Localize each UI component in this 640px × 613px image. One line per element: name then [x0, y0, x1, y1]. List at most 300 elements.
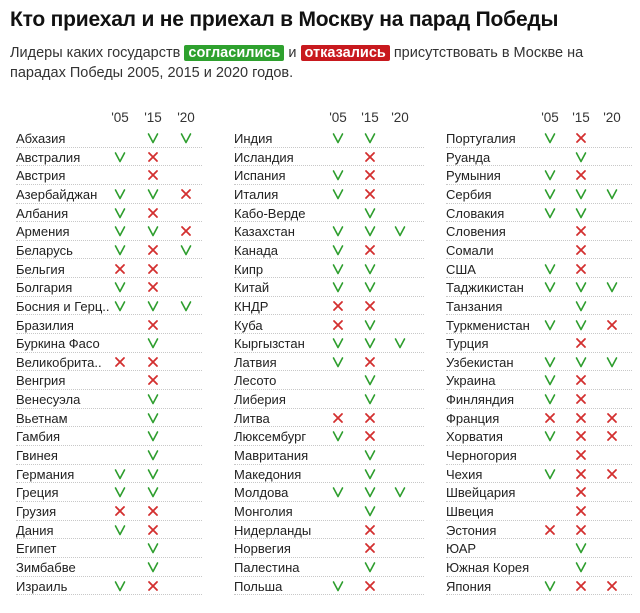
- chart-title: Кто приехал и не приехал в Москву на парад Победы: [10, 8, 559, 31]
- country-name: Латвия: [234, 354, 277, 370]
- refused-cross-icon: [354, 149, 386, 165]
- country-name: Бельгия: [16, 261, 65, 277]
- agreed-check-icon: [534, 317, 566, 333]
- country-name: Египет: [16, 541, 57, 557]
- country-name: Руанда: [446, 149, 491, 165]
- refused-cross-icon: [565, 372, 597, 388]
- table-row: [446, 502, 632, 521]
- country-name: Босния и Герц..: [16, 298, 110, 314]
- country-name: Узбекистан: [446, 354, 514, 370]
- country-name: КНДР: [234, 298, 269, 314]
- refused-cross-icon: [565, 447, 597, 463]
- agreed-check-icon: [534, 466, 566, 482]
- table-row: [234, 166, 424, 185]
- agreed-check-icon: [534, 167, 566, 183]
- country-name: Бразилия: [16, 317, 74, 333]
- table-row: [234, 204, 424, 223]
- table-row: [16, 427, 202, 446]
- country-name: Танзания: [446, 298, 503, 314]
- agreed-check-icon: [104, 298, 136, 314]
- table-row: [16, 316, 202, 335]
- table-row: [446, 185, 632, 204]
- refused-cross-icon: [565, 223, 597, 239]
- country-name: Молдова: [234, 485, 289, 501]
- table-row: [234, 390, 424, 409]
- country-name: Турция: [446, 336, 489, 352]
- table-row: [16, 390, 202, 409]
- table-row: [446, 539, 632, 558]
- agreed-check-icon: [534, 372, 566, 388]
- table-row: [16, 465, 202, 484]
- table-row: [16, 539, 202, 558]
- table-row: [234, 483, 424, 502]
- country-name: Гамбия: [16, 429, 61, 445]
- table-row: [234, 241, 424, 260]
- country-name: Вьетнам: [16, 410, 68, 426]
- agreed-check-icon: [322, 223, 354, 239]
- refused-cross-icon: [354, 578, 386, 594]
- country-name: Греция: [16, 485, 59, 501]
- country-name: Кыргызстан: [234, 336, 305, 352]
- country-name: Швеция: [446, 504, 494, 519]
- agreed-check-icon: [137, 466, 169, 482]
- agreed-check-icon: [104, 242, 136, 258]
- agreed-check-icon: [534, 428, 566, 444]
- agreed-check-icon: [322, 167, 354, 183]
- agreed-check-icon: [322, 261, 354, 277]
- refused-cross-icon: [534, 522, 566, 538]
- country-name: Азербайджан: [16, 186, 98, 202]
- table-row: [446, 558, 632, 577]
- table-row: [446, 222, 632, 241]
- table-row: [446, 260, 632, 279]
- refused-cross-icon: [354, 167, 386, 183]
- agreed-check-icon: [534, 261, 566, 277]
- country-name: Словения: [446, 224, 506, 240]
- refused-cross-icon: [137, 503, 169, 519]
- agreed-check-icon: [322, 186, 354, 202]
- agreed-check-icon: [322, 279, 354, 295]
- refused-cross-icon: [170, 186, 202, 202]
- table-row: [234, 502, 424, 521]
- agreed-check-icon: [565, 298, 597, 314]
- country-name: Китай: [234, 280, 270, 296]
- country-name: Венесуэла: [16, 392, 81, 408]
- table-row: [234, 316, 424, 335]
- agreed-check-icon: [322, 484, 354, 500]
- table-row: [446, 129, 632, 148]
- country-name: Исландия: [234, 149, 294, 165]
- agreed-check-icon: [137, 540, 169, 556]
- year-header: '20: [177, 110, 195, 125]
- country-name: Израиль: [16, 578, 68, 594]
- agreed-check-icon: [104, 578, 136, 594]
- refused-cross-icon: [322, 298, 354, 314]
- legend-agreed-badge: согласились: [184, 45, 284, 61]
- country-name: Люксембург: [234, 429, 307, 445]
- legend-refused-badge: отказались: [301, 45, 390, 61]
- agreed-check-icon: [565, 559, 597, 575]
- agreed-check-icon: [534, 354, 566, 370]
- agreed-check-icon: [354, 372, 386, 388]
- table-row: [16, 409, 202, 428]
- table-row: [234, 148, 424, 167]
- agreed-check-icon: [354, 391, 386, 407]
- year-header: '05: [111, 110, 129, 125]
- table-row: [16, 148, 202, 167]
- country-name: Болгария: [16, 280, 73, 296]
- refused-cross-icon: [137, 242, 169, 258]
- agreed-check-icon: [384, 223, 416, 239]
- agreed-check-icon: [322, 130, 354, 146]
- table-row: [234, 446, 424, 465]
- agreed-check-icon: [104, 223, 136, 239]
- table-row: [446, 148, 632, 167]
- refused-cross-icon: [137, 354, 169, 370]
- country-name: Лесото: [234, 373, 277, 389]
- country-name: Словакия: [446, 205, 505, 221]
- table-row: [234, 409, 424, 428]
- agreed-check-icon: [104, 466, 136, 482]
- agreed-check-icon: [170, 242, 202, 258]
- refused-cross-icon: [565, 484, 597, 500]
- country-name: Абхазия: [16, 131, 66, 146]
- agreed-check-icon: [534, 130, 566, 146]
- agreed-check-icon: [137, 428, 169, 444]
- refused-cross-icon: [322, 317, 354, 333]
- refused-cross-icon: [137, 279, 169, 295]
- agreed-check-icon: [354, 484, 386, 500]
- table-row: [16, 334, 202, 353]
- refused-cross-icon: [565, 391, 597, 407]
- agreed-check-icon: [137, 298, 169, 314]
- year-header: '05: [329, 110, 347, 125]
- country-name: Гвинея: [16, 448, 58, 464]
- agreed-check-icon: [104, 205, 136, 221]
- country-name: Венгрия: [16, 373, 66, 389]
- table-row: [446, 427, 632, 446]
- agreed-check-icon: [565, 205, 597, 221]
- agreed-check-icon: [104, 522, 136, 538]
- country-name: Швейцария: [446, 485, 516, 501]
- table-row: [234, 334, 424, 353]
- refused-cross-icon: [534, 410, 566, 426]
- refused-cross-icon: [137, 149, 169, 165]
- refused-cross-icon: [565, 503, 597, 519]
- agreed-check-icon: [565, 279, 597, 295]
- agreed-check-icon: [354, 317, 386, 333]
- agreed-check-icon: [137, 335, 169, 351]
- agreed-check-icon: [534, 279, 566, 295]
- country-name: Либерия: [234, 392, 286, 408]
- country-name: Кабо-Верде: [234, 205, 306, 221]
- table-row: [234, 297, 424, 316]
- table-row: [234, 427, 424, 446]
- table-row: [234, 539, 424, 558]
- refused-cross-icon: [596, 317, 628, 333]
- country-name: Индия: [234, 131, 273, 146]
- table-row: [16, 558, 202, 577]
- table-row: [16, 241, 202, 260]
- table-row: [16, 446, 202, 465]
- refused-cross-icon: [137, 372, 169, 388]
- country-name: Дания: [16, 522, 54, 538]
- refused-cross-icon: [104, 503, 136, 519]
- agreed-check-icon: [384, 484, 416, 500]
- country-name: Украина: [446, 373, 496, 389]
- table-row: [234, 278, 424, 297]
- table-row: [16, 185, 202, 204]
- table-row: [16, 129, 202, 148]
- subtitle-text-1: Лидеры каких государств: [10, 45, 185, 61]
- country-name: Нидерланды: [234, 522, 312, 538]
- country-name: Италия: [234, 186, 279, 202]
- country-name: Казахстан: [234, 224, 295, 240]
- country-name: Франция: [446, 410, 500, 426]
- table-row: [234, 222, 424, 241]
- refused-cross-icon: [354, 522, 386, 538]
- refused-cross-icon: [137, 167, 169, 183]
- refused-cross-icon: [565, 335, 597, 351]
- table-row: [16, 371, 202, 390]
- refused-cross-icon: [354, 410, 386, 426]
- country-name: Польша: [234, 578, 283, 594]
- table-row: [446, 241, 632, 260]
- agreed-check-icon: [354, 223, 386, 239]
- agreed-check-icon: [137, 410, 169, 426]
- agreed-check-icon: [354, 279, 386, 295]
- agreed-check-icon: [354, 447, 386, 463]
- chart-subtitle: [10, 43, 630, 83]
- agreed-check-icon: [322, 578, 354, 594]
- country-name: Австрия: [16, 168, 66, 184]
- table-row: [16, 297, 202, 316]
- agreed-check-icon: [534, 391, 566, 407]
- agreed-check-icon: [354, 205, 386, 221]
- country-name: Испания: [234, 168, 286, 184]
- country-name: Великобрита..: [16, 354, 102, 370]
- country-name: Куба: [234, 317, 263, 333]
- refused-cross-icon: [565, 167, 597, 183]
- agreed-check-icon: [137, 130, 169, 146]
- table-row: [16, 166, 202, 185]
- agreed-check-icon: [354, 466, 386, 482]
- refused-cross-icon: [354, 242, 386, 258]
- table-row: [16, 260, 202, 279]
- table-row: [446, 353, 632, 372]
- agreed-check-icon: [322, 335, 354, 351]
- country-name: Норвегия: [234, 541, 291, 557]
- table-row: [446, 278, 632, 297]
- table-row: [446, 297, 632, 316]
- agreed-check-icon: [104, 484, 136, 500]
- country-name: Сомали: [446, 242, 494, 258]
- country-name: Буркина Фасо: [16, 336, 100, 352]
- agreed-check-icon: [596, 279, 628, 295]
- agreed-check-icon: [137, 559, 169, 575]
- refused-cross-icon: [596, 428, 628, 444]
- country-name: Туркменистан: [446, 317, 530, 333]
- table-row: [234, 521, 424, 540]
- agreed-check-icon: [322, 428, 354, 444]
- table-row: [446, 446, 632, 465]
- table-row: [16, 502, 202, 521]
- country-name: Таджикистан: [446, 280, 524, 296]
- country-name: Беларусь: [16, 242, 73, 258]
- table-row: [16, 278, 202, 297]
- agreed-check-icon: [565, 149, 597, 165]
- country-name: Кипр: [234, 261, 264, 277]
- table-row: [16, 521, 202, 540]
- table-row: [446, 390, 632, 409]
- refused-cross-icon: [596, 410, 628, 426]
- country-name: Германия: [16, 466, 75, 482]
- table-row: [234, 577, 424, 596]
- table-row: [234, 129, 424, 148]
- agreed-check-icon: [565, 186, 597, 202]
- country-name: Япония: [446, 578, 492, 594]
- refused-cross-icon: [137, 261, 169, 277]
- agreed-check-icon: [322, 354, 354, 370]
- table-row: [16, 577, 202, 596]
- country-name: США: [446, 261, 476, 277]
- refused-cross-icon: [565, 428, 597, 444]
- agreed-check-icon: [137, 391, 169, 407]
- agreed-check-icon: [565, 317, 597, 333]
- country-name: Южная Корея: [446, 559, 530, 575]
- refused-cross-icon: [354, 540, 386, 556]
- year-header: '15: [361, 110, 379, 125]
- table-row: [446, 521, 632, 540]
- table-row: [16, 483, 202, 502]
- table-row: [446, 371, 632, 390]
- table-row: [234, 558, 424, 577]
- year-header: '20: [603, 110, 621, 125]
- table-row: [16, 353, 202, 372]
- agreed-check-icon: [137, 186, 169, 202]
- agreed-check-icon: [384, 335, 416, 351]
- refused-cross-icon: [565, 130, 597, 146]
- agreed-check-icon: [534, 186, 566, 202]
- year-header: '20: [391, 110, 409, 125]
- country-name: Румыния: [446, 168, 501, 184]
- agreed-check-icon: [565, 540, 597, 556]
- table-row: [446, 465, 632, 484]
- table-row: [234, 185, 424, 204]
- refused-cross-icon: [104, 354, 136, 370]
- country-name: Эстония: [446, 522, 497, 538]
- country-name: Армения: [16, 224, 70, 240]
- country-name: Хорватия: [446, 429, 503, 445]
- table-row: [446, 409, 632, 428]
- agreed-check-icon: [137, 447, 169, 463]
- refused-cross-icon: [565, 242, 597, 258]
- country-name: Португалия: [446, 131, 516, 146]
- table-row: [446, 334, 632, 353]
- country-name: Мавритания: [234, 448, 309, 464]
- table-row: [16, 222, 202, 241]
- country-name: Албания: [16, 205, 69, 221]
- subtitle-text-2: и: [284, 45, 301, 61]
- refused-cross-icon: [354, 186, 386, 202]
- country-name: Монголия: [234, 504, 293, 519]
- agreed-check-icon: [354, 261, 386, 277]
- year-header: '05: [541, 110, 559, 125]
- table-row: [446, 204, 632, 223]
- refused-cross-icon: [322, 410, 354, 426]
- agreed-check-icon: [354, 503, 386, 519]
- agreed-check-icon: [534, 578, 566, 594]
- country-name: Литва: [234, 410, 270, 426]
- refused-cross-icon: [565, 410, 597, 426]
- country-name: Финляндия: [446, 392, 515, 408]
- year-header: '15: [144, 110, 162, 125]
- country-name: Канада: [234, 242, 279, 258]
- agreed-check-icon: [354, 559, 386, 575]
- agreed-check-icon: [104, 279, 136, 295]
- refused-cross-icon: [596, 466, 628, 482]
- agreed-check-icon: [534, 205, 566, 221]
- country-name: Сербия: [446, 186, 492, 202]
- refused-cross-icon: [565, 578, 597, 594]
- refused-cross-icon: [596, 578, 628, 594]
- refused-cross-icon: [565, 522, 597, 538]
- refused-cross-icon: [354, 298, 386, 314]
- country-name: Грузия: [16, 504, 57, 519]
- agreed-check-icon: [170, 130, 202, 146]
- subtitle-text-3: присутствовать в Москве на парадах Победы 2005, 2015 и 2020 годов.: [10, 45, 584, 81]
- table-row: [446, 166, 632, 185]
- agreed-check-icon: [596, 186, 628, 202]
- country-name: Австралия: [16, 149, 81, 165]
- refused-cross-icon: [137, 578, 169, 594]
- table-row: [16, 204, 202, 223]
- refused-cross-icon: [137, 205, 169, 221]
- refused-cross-icon: [565, 466, 597, 482]
- agreed-check-icon: [104, 149, 136, 165]
- country-name: Зимбабве: [16, 559, 76, 575]
- refused-cross-icon: [137, 522, 169, 538]
- country-name: Чехия: [446, 466, 483, 482]
- refused-cross-icon: [170, 223, 202, 239]
- refused-cross-icon: [565, 261, 597, 277]
- table-row: [234, 465, 424, 484]
- table-row: [234, 353, 424, 372]
- country-name: Палестина: [234, 559, 300, 575]
- country-name: Черногория: [446, 448, 517, 464]
- table-row: [446, 316, 632, 335]
- agreed-check-icon: [354, 130, 386, 146]
- table-row: [446, 577, 632, 596]
- agreed-check-icon: [137, 484, 169, 500]
- agreed-check-icon: [137, 223, 169, 239]
- agreed-check-icon: [170, 298, 202, 314]
- table-row: [234, 260, 424, 279]
- agreed-check-icon: [565, 354, 597, 370]
- agreed-check-icon: [354, 335, 386, 351]
- agreed-check-icon: [322, 242, 354, 258]
- refused-cross-icon: [137, 317, 169, 333]
- refused-cross-icon: [104, 261, 136, 277]
- refused-cross-icon: [354, 354, 386, 370]
- agreed-check-icon: [596, 354, 628, 370]
- refused-cross-icon: [354, 428, 386, 444]
- table-row: [234, 371, 424, 390]
- country-name: Македония: [234, 466, 302, 482]
- year-header: '15: [572, 110, 590, 125]
- agreed-check-icon: [104, 186, 136, 202]
- country-name: ЮАР: [446, 541, 477, 557]
